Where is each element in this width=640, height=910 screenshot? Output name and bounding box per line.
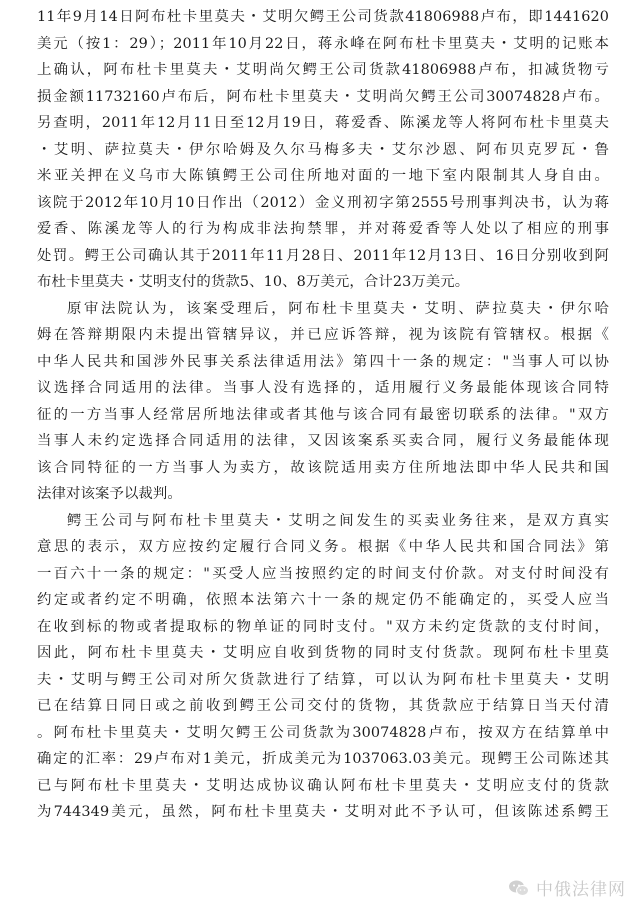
text-line: 11年9月14日阿布杜卡里莫夫・艾明欠鳄王公司货款41806988卢布，即1441620 [37, 9, 609, 25]
text-line: 已在结算日同日或之前收到鳄王公司交付的货物，其货款应于结算日当天付清 [37, 698, 609, 714]
text-line: 该院于2012年10月10日作出（2012）金义刑初字第2555号刑事判决书，认为蒋 [37, 194, 609, 211]
text-line: 因此，阿布杜卡里莫夫・艾明应自收到货物的同时支付货款。现阿布杜卡里莫 [37, 645, 609, 661]
text-line: 布杜卡里莫夫・艾明支付的货款5、10、8万美元，合计23万美元。 [37, 274, 470, 290]
paragraph-start-line: 鳄王公司与阿布杜卡里莫夫・艾明之间发生的买卖业务往来，是双方真实 [67, 512, 609, 529]
text-line: 约定或者约定不明确，依照本法第六十一条的规定仍不能确定的，买受人应当 [37, 592, 609, 608]
text-line: 法律对该案予以裁判。 [37, 486, 182, 502]
text-line: 中华人民共和国涉外民事关系法律适用法》第四十一条的规定："当事人可以协 [37, 353, 609, 370]
text-line: 当事人未约定选择合同适用的法律，又因该案系买卖合同，履行义务最能体现 [37, 433, 609, 449]
text-line: 已与阿布杜卡里莫夫・艾明达成协议确认阿布杜卡里莫夫・艾明应支付的货款 [37, 777, 609, 794]
text-line: 在收到标的物或者提取标的物单证的同时支付。"双方未约定货款的支付时间， [37, 618, 609, 635]
text-line: 美元（按1：29）；2011年10月22日，蒋永峰在阿布杜卡里莫夫・艾明的记账本 [37, 35, 609, 52]
document-body [37, 4, 609, 826]
text-line: 爱香、陈溪龙等人的行为构成非法拘禁罪，并对蒋爱香等人处以了相应的刑事 [37, 221, 609, 237]
text-line: 该合同特征的一方当事人为卖方，故该院适用卖方住所地法即中华人民共和国 [37, 459, 609, 476]
text-line: 。阿布杜卡里莫夫・艾明欠鳄王公司货款为30074828卢布，按双方在结算单中 [37, 724, 609, 741]
text-line: 损金额11732160卢布后，阿布杜卡里莫夫・艾明尚欠鳄王公司30074828卢布。 [37, 88, 609, 105]
watermark-text: 中俄法律网 [536, 880, 626, 900]
text-line: 姆在答辩期限内未提出管辖异议，并已应诉答辩，视为该院有管辖权。根据《 [37, 327, 609, 343]
text-line: 米亚关押在义乌市大陈镇鳄王公司住所地对面的一地下室内限制其人身自由。 [37, 168, 609, 184]
text-line: 为744349美元，虽然，阿布杜卡里莫夫・艾明对此不予认可，但该陈述系鳄王 [37, 804, 609, 820]
text-line: 一百六十一条的规定："买受人应当按照约定的时间支付价款。对支付时间没有 [37, 565, 609, 582]
text-line: 夫・艾明与鳄王公司对所欠货款进行了结算，可以认为阿布杜卡里莫夫・艾明 [37, 671, 609, 688]
text-line: 另查明，2011年12月11日至12月19日，蒋爱香、陈溪龙等人将阿布杜卡里莫夫 [37, 115, 609, 131]
paragraph-start-line: 原审法院认为，该案受理后，阿布杜卡里莫夫・艾明、萨拉莫夫・伊尔哈 [67, 300, 609, 317]
wechat-icon [508, 879, 530, 897]
text-line: 意思的表示，双方应按约定履行合同义务。根据《中华人民共和国合同法》第 [37, 539, 609, 555]
text-line: ・艾明、萨拉莫夫・伊尔哈姆及久尔马梅多夫・艾尔沙恩、阿布贝克罗瓦・鲁 [37, 141, 609, 158]
text-line: 处罚。鳄王公司确认其于2011年11月28日、2011年12月13日、16日分别收到阿 [37, 247, 609, 264]
text-line: 征的一方当事人经常居所地法律或者其他与该合同有最密切联系的法律。"双方 [37, 406, 609, 423]
text-line: 上确认，阿布杜卡里莫夫・艾明尚欠鳄王公司货款41806988卢布，扣减货物亏 [37, 62, 609, 78]
text-line: 确定的汇率：29卢布对1美元，折成美元为1037063.03美元。现鳄王公司陈述其 [37, 751, 609, 767]
text-line: 议选择合同适用的法律。当事人没有选择的，适用履行义务最能体现该合同特 [37, 380, 609, 396]
watermark [508, 875, 626, 900]
